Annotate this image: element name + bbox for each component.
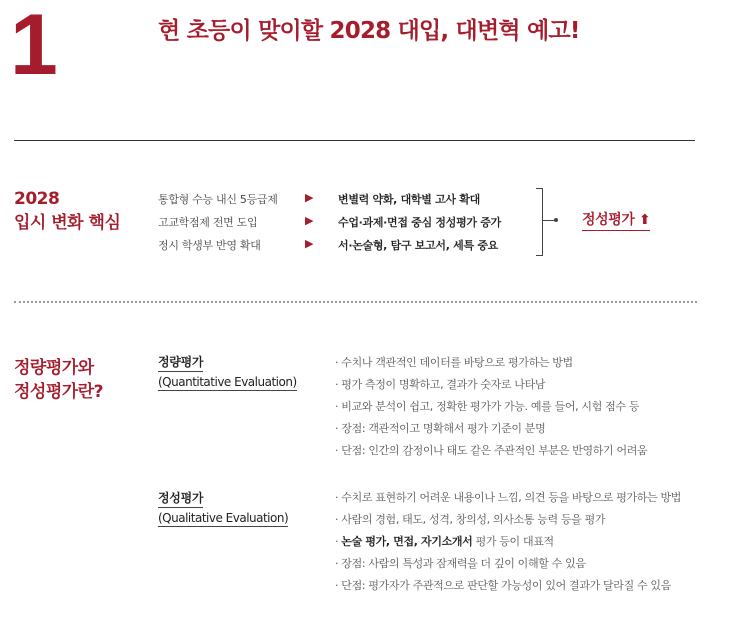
bracket-icon — [536, 188, 543, 256]
quantitative-bullet: · 비교와 분석이 쉽고, 정확한 평가가 가능. 예를 들어, 시험 점수 등 — [335, 400, 640, 413]
quantitative-bullet: · 평가 측정이 명확하고, 결과가 숫자로 나타남 — [335, 378, 546, 391]
qualitative-subtitle: (Qualitative Evaluation) — [158, 511, 289, 525]
play-arrow-icon: ▶ — [305, 237, 314, 250]
effect-item: 변별력 약화, 대학별 고사 확대 — [338, 193, 480, 206]
qualitative-bullet: · 단점: 평가자가 주관적으로 판단할 가능성이 있어 결과가 달라질 수 있음 — [335, 579, 671, 592]
effect-item: 수업·과제·면접 중심 정성평가 증가 — [338, 216, 501, 229]
change-item: 정시 학생부 반영 확대 — [158, 239, 261, 252]
play-arrow-icon: ▶ — [305, 214, 314, 227]
definitions-label-line1: 정량평가와 — [14, 358, 94, 378]
quantitative-bullet: · 단점: 인간의 감정이나 태도 같은 주관적인 부분은 반영하기 어려움 — [335, 444, 648, 457]
change-item: 통합형 수능 내신 5등급제 — [158, 193, 278, 206]
play-arrow-icon: ▶ — [305, 191, 314, 204]
page-title: 현 초등이 맞이할 2028 대입, 대변혁 예고! — [158, 18, 580, 44]
definitions-label-line2: 정성평가란? — [14, 382, 103, 402]
quantitative-bullet: · 장점: 객관적이고 명확해서 평가 기준이 분명 — [335, 422, 546, 435]
summary-label-text: 입시 변화 핵심 — [14, 213, 121, 233]
change-item: 고교학점제 전면 도입 — [158, 216, 258, 229]
result-highlight: 정성평가 ⬆ — [582, 209, 650, 231]
bullet-prefix: · — [335, 535, 342, 548]
qualitative-bullet — [335, 533, 554, 549]
summary-label-year: 2028 — [14, 189, 60, 209]
section-number: 1 — [10, 0, 56, 93]
qualitative-bullet: · 수치로 표현하기 어려운 내용이나 느낌, 의견 등을 바탕으로 평가하는 방법 — [335, 491, 682, 504]
bullet-rest-text: 평가 등이 대표적 — [472, 535, 554, 548]
bullet-bold-text: 논술 평가, 면접, 자기소개서 — [341, 535, 473, 548]
quantitative-title: 정량평가 — [158, 353, 203, 372]
qualitative-bullet: · 사람의 경험, 태도, 성격, 창의성, 의사소통 능력 등을 평가 — [335, 513, 606, 526]
qualitative-bullet: · 장점: 사람의 특성과 잠재력을 더 깊이 이해할 수 있음 — [335, 557, 586, 570]
effect-item: 서·논술형, 탐구 보고서, 세특 중요 — [338, 239, 498, 252]
connector-dot-icon — [554, 218, 558, 222]
quantitative-bullet: · 수치나 객관적인 데이터를 바탕으로 평가하는 방법 — [335, 356, 573, 369]
divider-dotted — [14, 301, 697, 303]
summary-label — [14, 187, 120, 235]
quantitative-subtitle: (Quantitative Evaluation) — [158, 375, 297, 389]
definitions-label — [14, 356, 103, 404]
qualitative-title: 정성평가 — [158, 489, 203, 508]
divider-solid — [14, 140, 695, 141]
